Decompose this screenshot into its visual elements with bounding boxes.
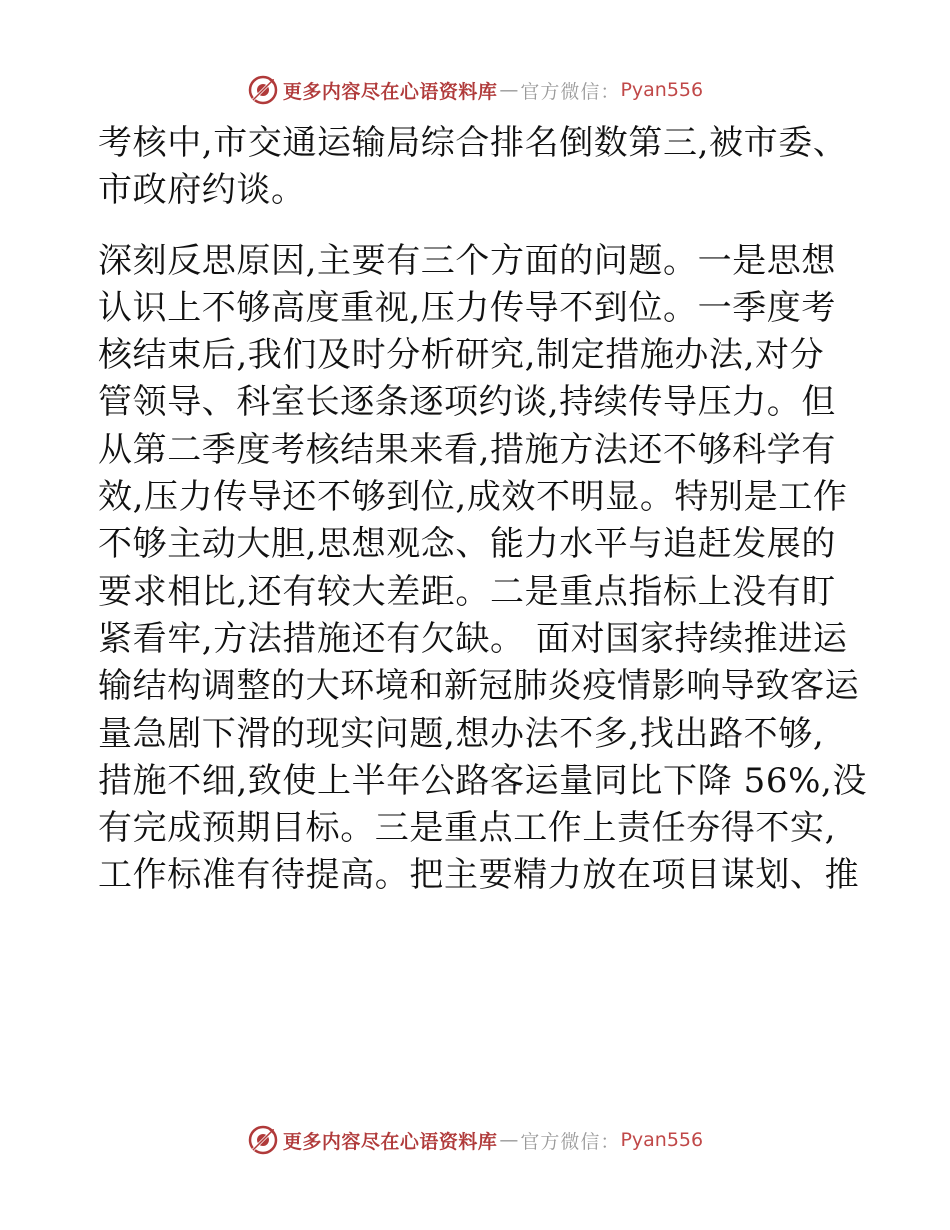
text-line: 效,压力传导还不够到位,成效不明显。特别是工作	[98, 477, 848, 518]
text-line: 措施不细,致使上半年公路客运量同比下降 56%,没	[98, 760, 867, 801]
banner-brand-text: 更多内容尽在心语资料库	[282, 1130, 498, 1153]
text-line: 认识上不够高度重视,压力传导不到位。一季度考	[98, 287, 837, 328]
text-line: 深刻反思原因,主要有三个方面的问题。一是思想	[98, 240, 837, 281]
banner-wechat-label: 官方微信：	[520, 1130, 621, 1153]
text-line: 工作标准有待提高。把主要精力放在项目谋划、推	[98, 855, 860, 896]
banner-wechat-id: Pyan556	[620, 1129, 704, 1151]
text-line: 要求相比,还有较大差距。二是重点指标上没有盯	[98, 571, 837, 612]
text-line: 不够主动大胆,思想观念、能力水平与追赶发展的	[98, 524, 837, 565]
paragraph-1	[98, 120, 858, 215]
text-line: 输结构调整的大环境和新冠肺炎疫情影响导致客运	[98, 666, 860, 707]
text-line: 紧看牢,方法措施还有欠缺。 面对国家持续推进运	[98, 618, 848, 659]
text-line: 管领导、科室长逐条逐项约谈,持续传导压力。但	[98, 382, 837, 423]
footer-watermark-banner	[0, 1120, 950, 1160]
banner-wechat-id: Pyan556	[620, 79, 704, 101]
brand-logo-icon	[247, 1124, 279, 1156]
header-watermark-banner	[0, 70, 950, 110]
banner-separator: —	[499, 1129, 519, 1151]
banner-wechat-label: 官方微信：	[520, 80, 621, 103]
text-line: 核结束后,我们及时分析研究,制定措施办法,对分	[98, 335, 825, 376]
document-body	[98, 120, 867, 900]
brand-logo-icon	[247, 74, 279, 106]
text-line: 量急剧下滑的现实问题,想办法不多,找出路不够,	[98, 713, 825, 754]
text-line: 从第二季度考核结果来看,措施方法还不够科学有	[98, 429, 837, 470]
banner-separator: —	[499, 79, 519, 101]
paragraph-2	[98, 238, 867, 900]
text-line: 有完成预期目标。三是重点工作上责任夯得不实,	[98, 808, 837, 849]
text-line: 市政府约谈。	[98, 170, 306, 211]
text-line: 考核中,市交通运输局综合排名倒数第三,被市委、	[98, 123, 848, 163]
banner-brand-text: 更多内容尽在心语资料库	[282, 80, 498, 103]
